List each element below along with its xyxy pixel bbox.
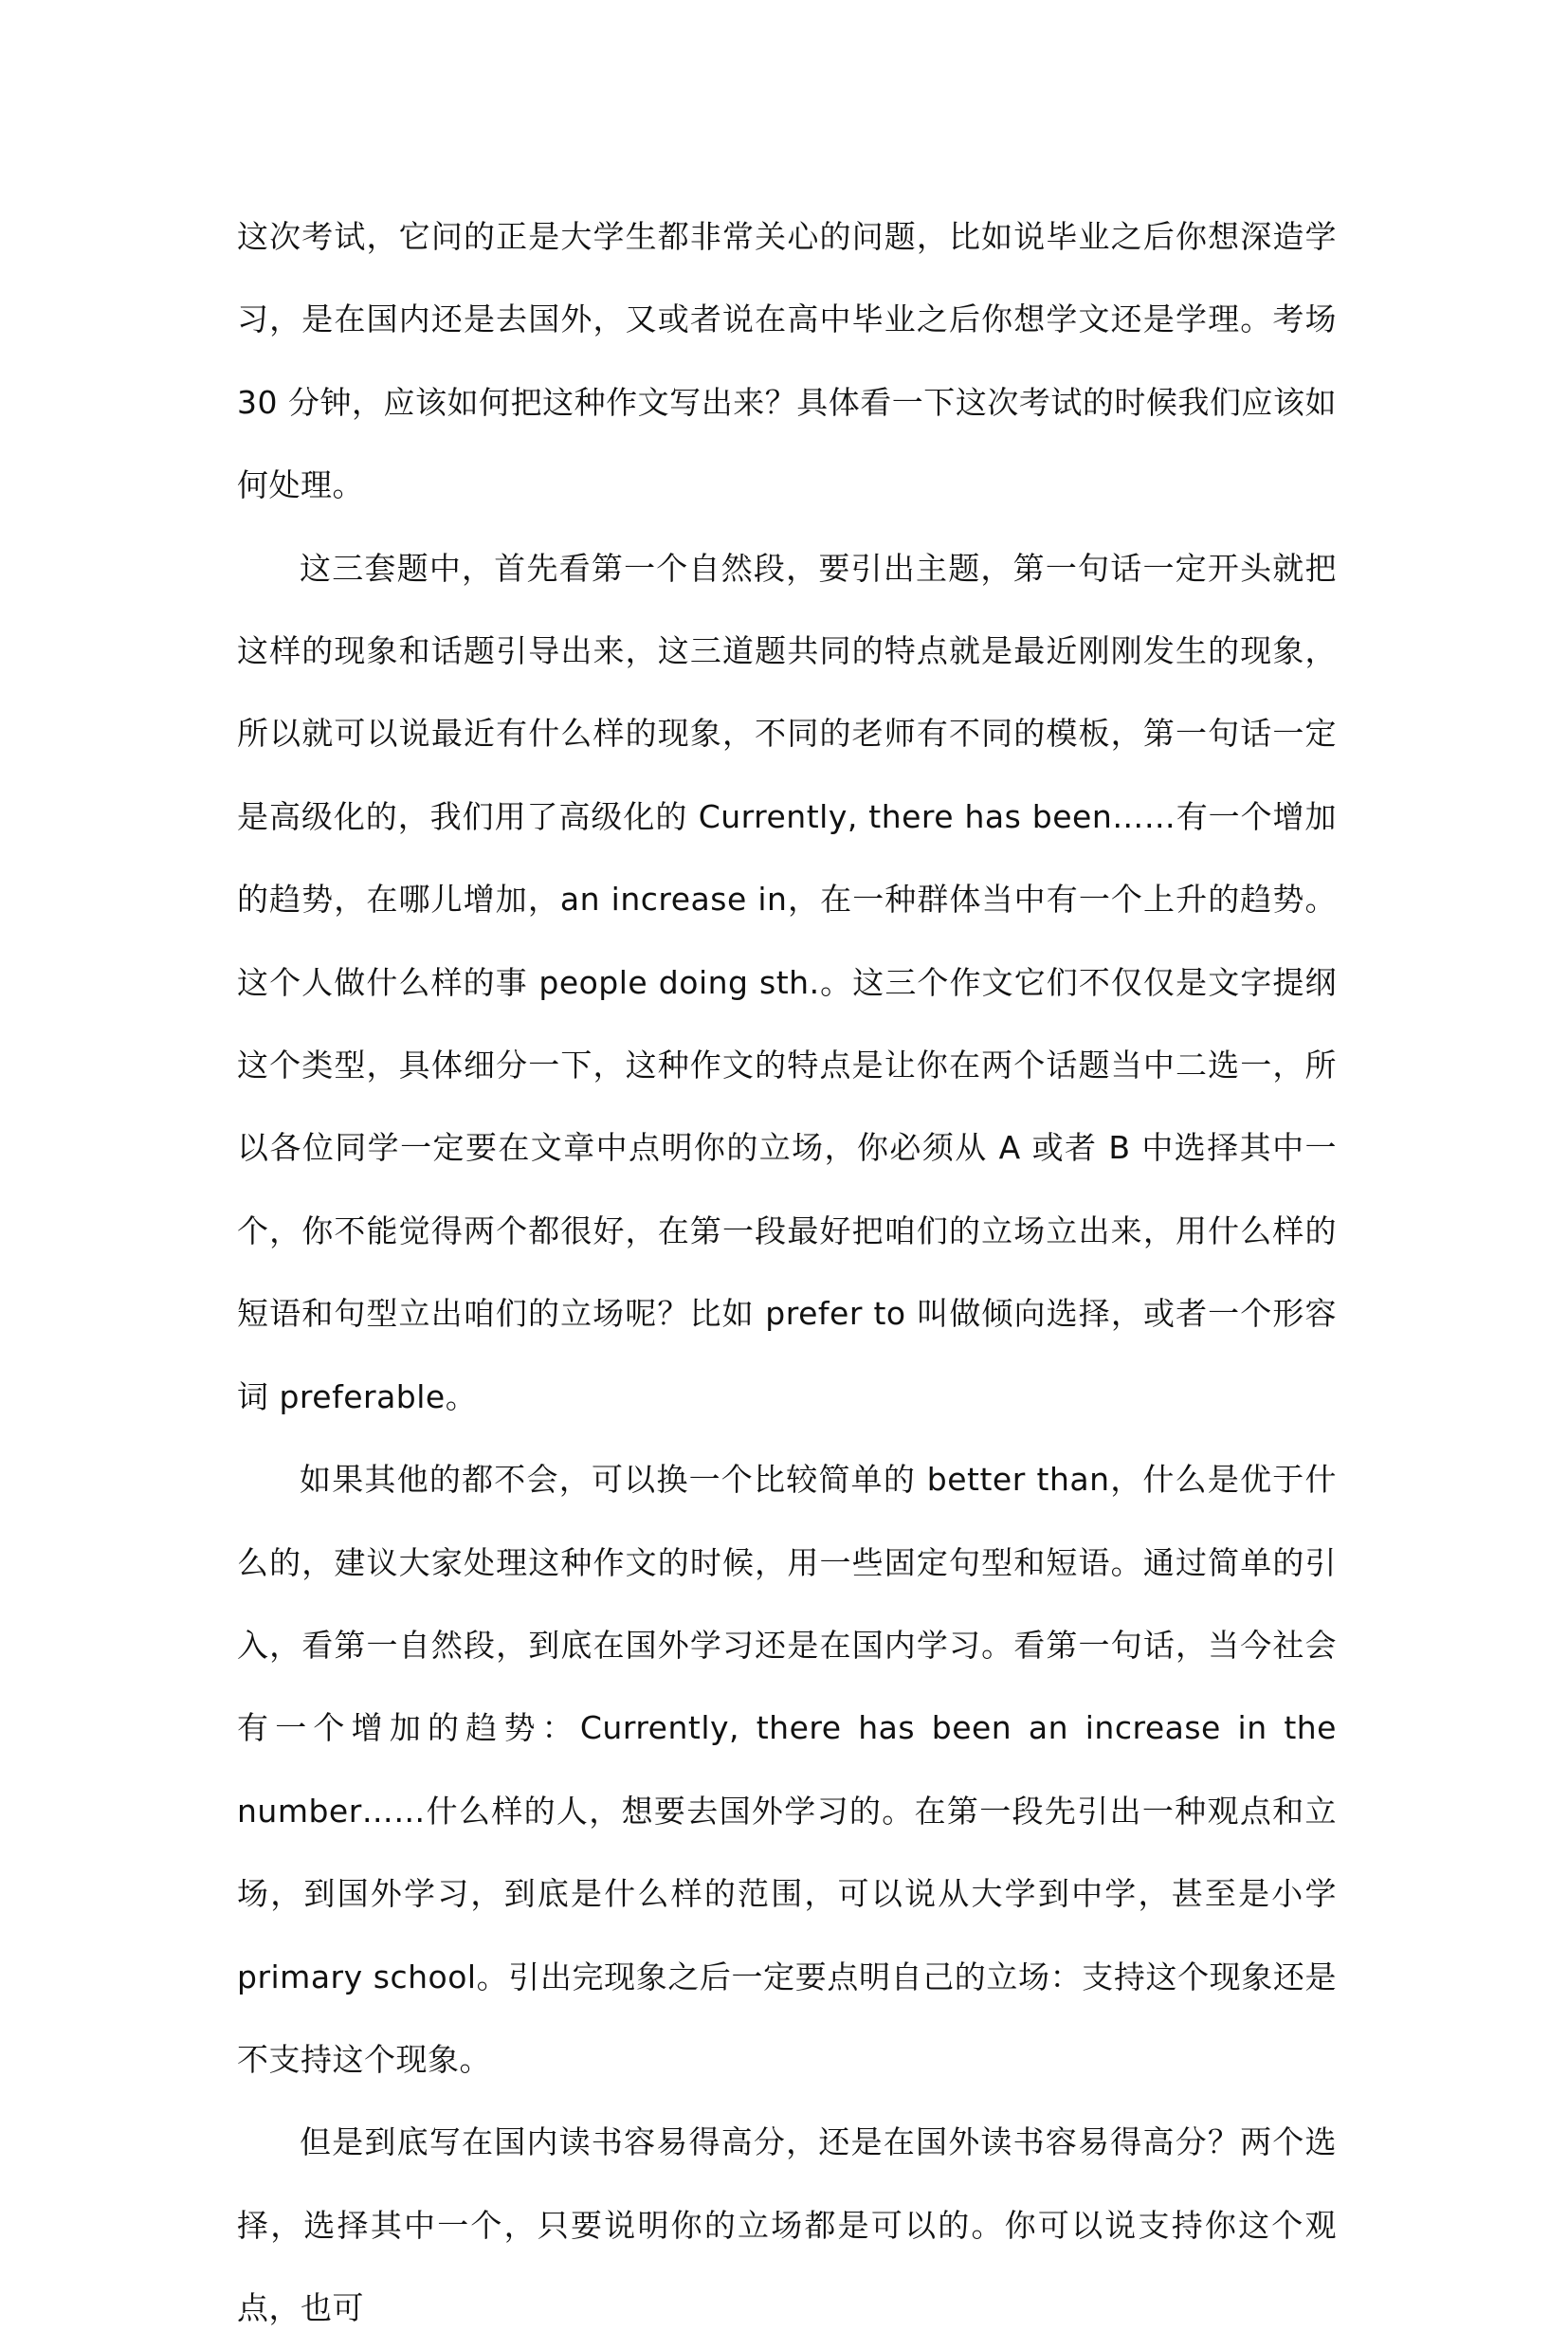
- paragraph-1: 这次考试，它问的正是大学生都非常关心的问题，比如说毕业之后你想深造学习，是在国内还是去国外，又或者说在高中毕业之后你想学文还是学理。考场 30 分钟，应该如何把这种作文写出来？具体看一下这次考试的时候我们应该如何处理。: [237, 218, 1337, 504]
- document-body: [237, 195, 1337, 2350]
- paragraph-4: 但是到底写在国内读书容易得高分，还是在国外读书容易得高分？两个选择，选择其中一个，只要说明你的立场都是可以的。你可以说支持你这个观点，也可: [237, 2123, 1337, 2327]
- paragraph-3: 如果其他的都不会，可以换一个比较简单的 better than，什么是优于什么的，建议大家处理这种作文的时候，用一些固定句型和短语。通过简单的引入，看第一自然段，到底在国外学习还是在国内学习。看第一句话，当今社会有一个增加的趋势：Currently, there has been an increase in the number……什么样的人，想要去国外学习的。在第一段先引出一种观点和立场，到国外学习，到底是什么样的范围，可以说从大学到中学，甚至是小学 primary school。引出完现象之后一定要点明自己的立场：支持这个现象还是不支持这个现象。: [237, 1461, 1337, 2078]
- paragraph-2: 这三套题中，首先看第一个自然段，要引出主题，第一句话一定开头就把这样的现象和话题引导出来，这三道题共同的特点就是最近刚刚发生的现象，所以就可以说最近有什么样的现象，不同的老师有不同的模板，第一句话一定是高级化的，我们用了高级化的 Currently, there has been……有一个增加的趋势，在哪儿增加，an increase in，在一种群体当中有一个上升的趋势。这个人做什么样的事 people doing sth.。这三个作文它们不仅仅是文字提纲这个类型，具体细分一下，这种作文的特点是让你在两个话题当中二选一，所以各位同学一定要在文章中点明你的立场，你必须从 A 或者 B 中选择其中一个，你不能觉得两个都很好，在第一段最好把咱们的立场立出来，用什么样的短语和句型立出咱们的立场呢？比如 prefer to 叫做倾向选择，或者一个形容词 preferable。: [237, 549, 1337, 1415]
